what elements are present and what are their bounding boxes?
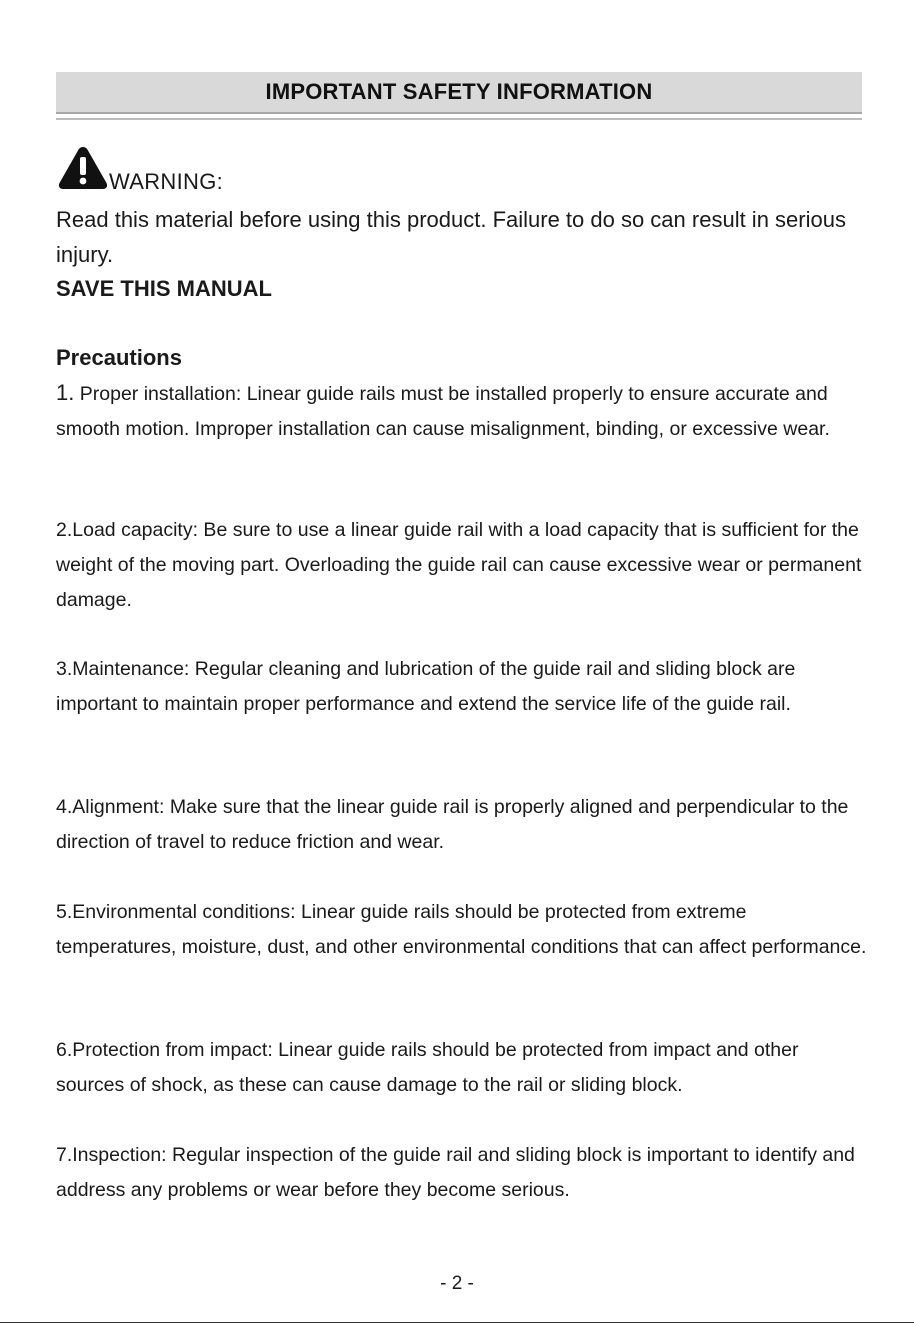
precaution-text: Protection from impact: Linear guide rails should be protected from impact and other sources of shock, as these can cause damage to the rail or sliding block. <box>56 1039 799 1096</box>
precaution-item <box>56 1138 868 1208</box>
precaution-text: Alignment: Make sure that the linear guide rail is properly aligned and perpendicular to the direction of travel to reduce friction and wear. <box>56 796 849 853</box>
page-number: - 2 - <box>440 1273 474 1294</box>
precaution-item <box>56 1033 868 1103</box>
precaution-number: 6. <box>56 1039 73 1061</box>
precaution-item <box>56 652 868 722</box>
precaution-number: 5. <box>56 901 73 923</box>
precaution-item <box>56 895 868 965</box>
precaution-number: 1. <box>56 380 75 405</box>
precaution-item <box>56 375 868 447</box>
save-manual-notice: SAVE THIS MANUAL <box>56 276 272 301</box>
warning-heading <box>57 141 224 194</box>
precaution-text: Load capacity: Be sure to use a linear guide rail with a load capacity that is sufficient for the weight of the moving part. Overloading the guide rail can cause excessive wear or permanent damage. <box>56 519 862 611</box>
section-header <box>56 72 862 114</box>
precaution-item <box>56 513 868 618</box>
precautions-heading: Precautions <box>56 345 182 370</box>
warning-text: Read this material before using this product. Failure to do so can result in serious injury. <box>56 207 846 267</box>
precaution-text: Proper installation: Linear guide rails must be installed properly to ensure accurate and smooth motion. Improper installation can cause misalignment, binding, or excessive wear. <box>56 383 830 440</box>
warning-triangle-icon <box>57 145 109 191</box>
precaution-text: Maintenance: Regular cleaning and lubrication of the guide rail and sliding block are important to maintain proper performance and extend the service life of the guide rail. <box>56 658 796 715</box>
precaution-number: 4. <box>56 796 73 818</box>
page-title: IMPORTANT SAFETY INFORMATION <box>265 79 653 104</box>
precaution-number: 3. <box>56 658 73 680</box>
precaution-number: 2. <box>56 519 73 541</box>
precaution-text: Environmental conditions: Linear guide rails should be protected from extreme temperatures, moisture, dust, and other environmental conditions that can affect performance. <box>56 901 867 958</box>
precaution-item <box>56 790 868 860</box>
warning-label: WARNING: <box>109 169 224 194</box>
bottom-divider <box>0 1322 914 1323</box>
precaution-number: 7. <box>56 1144 73 1166</box>
precaution-text: Inspection: Regular inspection of the guide rail and sliding block is important to identify and address any problems or wear before they become serious. <box>56 1144 855 1201</box>
header-divider <box>56 118 862 120</box>
